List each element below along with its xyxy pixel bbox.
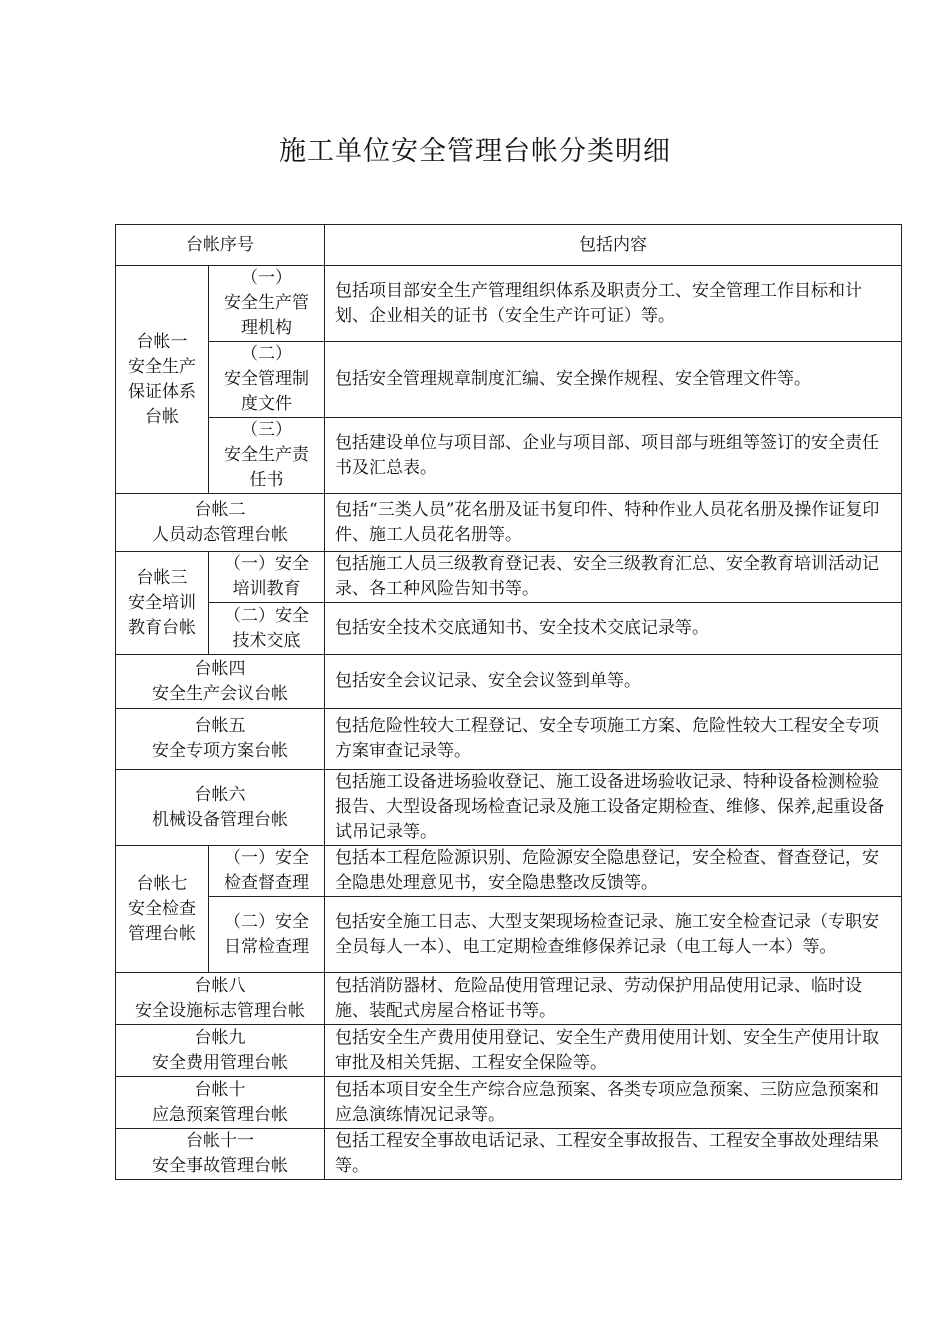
ledger-name-line: 安全专项方案台帐 [152, 741, 288, 761]
sub-label-line: （二）安全 [224, 911, 309, 932]
sub-label-line: 安全生产责 [224, 445, 309, 465]
ledger-11-name [116, 1129, 325, 1180]
ledger-8-content: 包括消防器材、危险品使用管理记录、劳动保护用品使用记录、临时设施、装配式房屋合格证书等。 [325, 973, 902, 1025]
ledger-name-line: 应急预案管理台帐 [152, 1104, 288, 1125]
ledger-9-name [116, 1025, 325, 1077]
table-row [116, 709, 902, 770]
ledger-1-sub-1-content: 包括项目部安全生产管理组织体系及职责分工、安全管理工作目标和计划、企业相关的证书（安全生产许可证）等。 [325, 266, 902, 342]
ledger-5-content: 包括危险性较大工程登记、安全专项施工方案、危险性较大工程安全专项方案审查记录等。 [325, 709, 902, 770]
ledger-1-name [116, 266, 209, 494]
ledger-3-sub-2-content: 包括安全技术交底通知书、安全技术交底记录等。 [325, 603, 902, 655]
ledger-3-name [116, 552, 209, 655]
ledger-name-line: 安全培训 [128, 592, 196, 613]
ledger-name-line: 台帐四 [194, 658, 246, 679]
ledger-name-line: 人员动态管理台帐 [152, 524, 288, 545]
ledger-1-sub-3-content: 包括建设单位与项目部、企业与项目部、项目部与班组等签订的安全责任书及汇总表。 [325, 418, 902, 494]
header-ledger-number: 台帐序号 [116, 225, 325, 266]
ledger-7-sub-1-content: 包括本工程危险源识别、危险源安全隐患登记，安全检查、督查登记，安全隐患处理意见书，安全隐患整改反馈等。 [325, 846, 902, 897]
ledger-4-name [116, 655, 325, 709]
ledger-name-line: 台帐一 [136, 331, 188, 352]
header-content: 包括内容 [325, 225, 902, 266]
ledger-1-sub-3 [209, 418, 325, 494]
ledger-name-line: 台帐二 [194, 499, 246, 520]
ledger-name-line: 安全设施标志管理台帐 [135, 1000, 305, 1021]
table-row [116, 846, 902, 897]
sub-label-line: （二） [241, 344, 292, 364]
ledger-7-sub-1 [209, 846, 325, 897]
ledger-name-line: 台帐十一 [186, 1131, 254, 1151]
ledger-name-line: 台帐五 [194, 716, 246, 736]
table-row [116, 494, 902, 552]
ledger-10-content: 包括本项目安全生产综合应急预案、各类专项应急预案、三防应急预案和应急演练情况记录等。 [325, 1077, 902, 1129]
ledger-name-line: 机械设备管理台帐 [152, 809, 288, 830]
ledger-name-line: 安全生产会议台帐 [152, 683, 288, 704]
sub-label-line: 安全生产管 [224, 293, 309, 313]
ledger-name-line: 台帐六 [194, 784, 246, 805]
table-row [116, 1129, 902, 1180]
table-row [116, 418, 902, 494]
ledger-6-name [116, 770, 325, 846]
ledger-3-sub-2 [209, 603, 325, 655]
ledger-name-line: 安全生产 [128, 356, 196, 377]
sub-label-line: 培训教育 [232, 579, 301, 599]
table-row [116, 1025, 902, 1077]
ledger-11-content: 包括工程安全事故电话记录、工程安全事故报告、工程安全事故处理结果等。 [325, 1129, 902, 1180]
ledger-8-name [116, 973, 325, 1025]
sub-label-line: 任书 [249, 470, 284, 490]
ledger-name-line: 台帐十 [194, 1079, 246, 1100]
ledger-1-sub-1 [209, 266, 325, 342]
ledger-name-line: 安全费用管理台帐 [152, 1052, 288, 1073]
ledger-1-sub-2-content: 包括安全管理规章制度汇编、安全操作规程、安全管理文件等。 [325, 342, 902, 418]
ledger-4-content: 包括安全会议记录、安全会议签到单等。 [325, 655, 902, 709]
table-row [116, 973, 902, 1025]
table-row [116, 266, 902, 342]
ledger-7-sub-2-content: 包括安全施工日志、大型支架现场检查记录、施工安全检查记录（专职安全员每人一本）、电工定期检查维修保养记录（电工每人一本）等。 [325, 897, 902, 973]
ledger-name-line: 教育台帐 [128, 617, 196, 638]
table-row [116, 342, 902, 418]
sub-label-line: 技术交底 [232, 630, 301, 651]
sub-label-line: （三） [241, 420, 292, 440]
ledger-name-line: 台帐 [145, 406, 179, 427]
table-header-row [116, 225, 902, 266]
table-row [116, 552, 902, 603]
ledger-name-line: 安全事故管理台帐 [152, 1156, 288, 1176]
sub-label-line: 检查督查理 [224, 873, 309, 893]
table-row [116, 655, 902, 709]
table-row [116, 603, 902, 655]
ledger-name-line: 台帐三 [136, 567, 188, 588]
ledger-5-name [116, 709, 325, 770]
sub-label-line: 日常检查理 [224, 936, 309, 957]
sub-label-line: （一）安全 [224, 554, 309, 574]
ledger-name-line: 管理台帐 [128, 923, 196, 944]
ledger-classification-table [115, 224, 902, 1180]
table-row [116, 770, 902, 846]
sub-label-line: 理机构 [241, 318, 292, 338]
ledger-10-name [116, 1077, 325, 1129]
ledger-1-sub-2 [209, 342, 325, 418]
ledger-2-content: 包括“三类人员”花名册及证书复印件、特种作业人员花名册及操作证复印件、施工人员花名册等。 [325, 494, 902, 552]
sub-label-line: （一） [241, 268, 292, 288]
ledger-name-line: 台帐七 [136, 873, 188, 894]
page-title: 施工单位安全管理台帐分类明细 [279, 136, 671, 167]
table-row [116, 1077, 902, 1129]
ledger-3-sub-1-content: 包括施工人员三级教育登记表、安全三级教育汇总、安全教育培训活动记录、各工种风险告知书等。 [325, 552, 902, 603]
ledger-name-line: 台帐八 [194, 975, 246, 996]
sub-label-line: （一）安全 [224, 848, 309, 868]
ledger-name-line: 保证体系 [128, 381, 196, 402]
ledger-7-name [116, 846, 209, 973]
ledger-6-content: 包括施工设备进场验收登记、施工设备进场验收记录、特种设备检测检验报告、大型设备现场检查记录及施工设备定期检查、维修、保养,起重设备试吊记录等。 [325, 770, 902, 846]
sub-label-line: 安全管理制 [224, 369, 309, 389]
ledger-3-sub-1 [209, 552, 325, 603]
ledger-name-line: 安全检查 [128, 898, 196, 919]
table-row [116, 897, 902, 973]
ledger-2-name [116, 494, 325, 552]
ledger-7-sub-2 [209, 897, 325, 973]
sub-label-line: （二）安全 [224, 605, 309, 626]
ledger-9-content: 包括安全生产费用使用登记、安全生产费用使用计划、安全生产使用计取审批及相关凭据、工程安全保险等。 [325, 1025, 902, 1077]
ledger-name-line: 台帐九 [194, 1027, 246, 1048]
sub-label-line: 度文件 [241, 394, 292, 414]
